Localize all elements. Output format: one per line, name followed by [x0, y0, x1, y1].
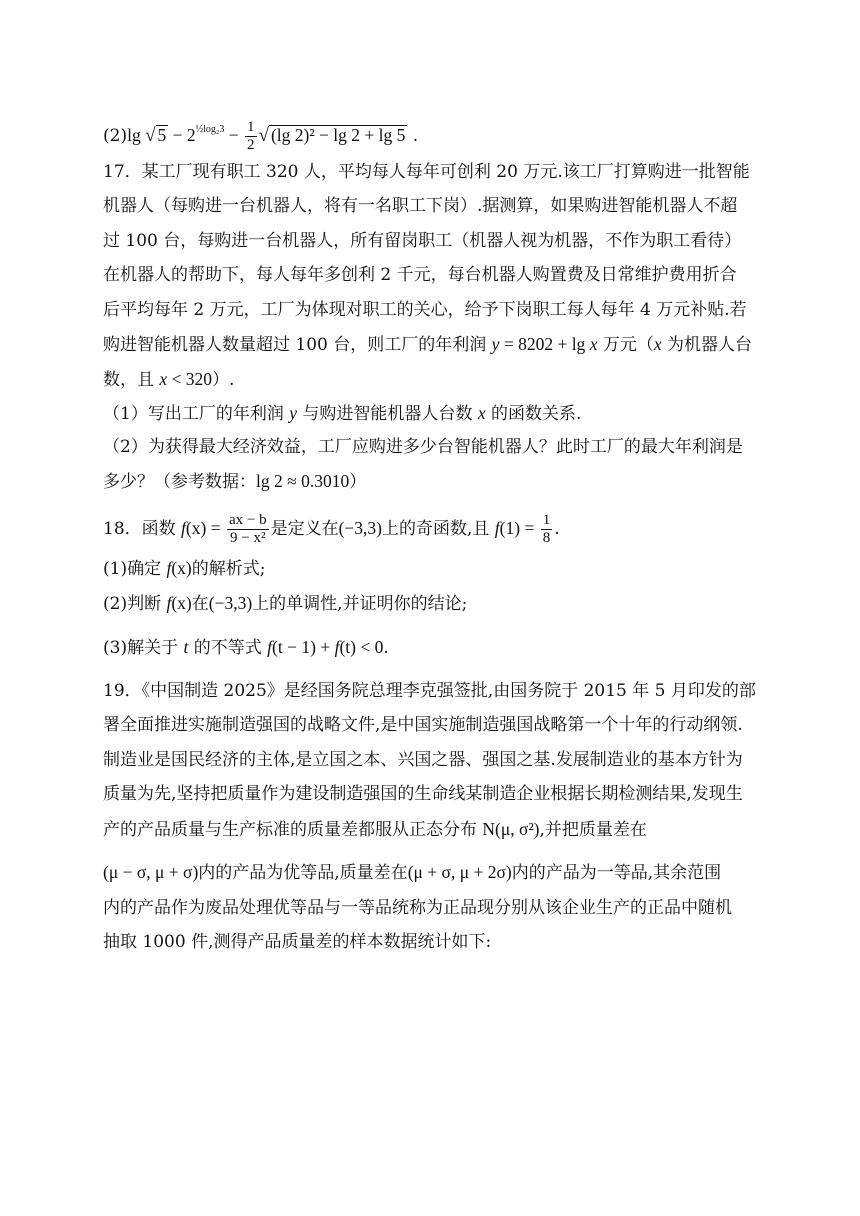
text-run: （2）为获得最大经济效益，工厂应购进多少台智能机器人？此时工厂的最大年利润是 — [103, 437, 743, 457]
text-run: 制造业是国民经济的主体,是立国之本、兴国之器、强国之基.发展制造业的基本方针为 — [103, 750, 743, 770]
text-line — [103, 469, 770, 494]
text-run: (2)判断 — [103, 594, 167, 614]
text-line — [103, 194, 770, 218]
text-run: 17．某工厂现有职工 320 人，平均每人每年可创利 20 万元.该工厂打算购进一批智能 — [103, 162, 750, 182]
text-line — [103, 367, 770, 392]
text-run: 内的产品作为废品处理优等品与一等品统称为正品现分别从该企业生产的正品中随机 — [103, 898, 732, 918]
text-run: 上的单调性,并证明你的结论; — [252, 594, 468, 614]
math-expression: (x) = — [185, 518, 225, 538]
math-expression: f — [334, 637, 340, 657]
text-run: 上的奇函数,且 — [381, 519, 495, 539]
text-run: 与购进智能机器人台数 — [297, 404, 478, 424]
text-run: 的函数关系. — [485, 404, 582, 424]
math-radicand: 5 — [157, 125, 167, 145]
text-run: . — [554, 519, 560, 539]
text-line — [103, 401, 770, 426]
text-line — [103, 896, 770, 920]
math-expression: √ — [258, 125, 269, 146]
text-run: 质量为先,坚持把质量作为建设制造强国的生命线某制造企业根据长期检测结果,发现生 — [103, 784, 743, 804]
text-run: (3)解关于 — [103, 638, 184, 658]
text-run: 后平均每年 2 万元，工厂为体现对职工的关心，给予下岗职工每人每年 4 万元补贴.若 — [103, 300, 747, 320]
math-expression: lg 2 ≈ 0.3010 — [256, 471, 350, 491]
math-expression: N(μ, σ²) — [482, 819, 540, 839]
text-run: 署全面推进实施制造强国的战略文件,是中国实施制造强国战略第一个十年的行动纲领. — [103, 715, 743, 735]
text-line — [103, 229, 770, 253]
math-expression: x — [477, 403, 486, 423]
text-run: 18．函数 — [103, 519, 182, 539]
text-run: 购进智能机器人数量超过 100 台，则工厂的年利润 — [103, 335, 492, 355]
text-run: 内的产品为优等品,质量差在 — [198, 863, 408, 883]
text-line — [103, 332, 770, 357]
math-expression: t — [183, 637, 189, 657]
math-expression: x — [159, 369, 168, 389]
math-radicand: (lg 2)² − lg 2 + lg 5 — [270, 125, 406, 145]
fraction-denominator: 2 — [247, 137, 255, 153]
math-expression: f — [494, 518, 500, 538]
text-run: 为机器人台 — [661, 335, 753, 355]
text-run: 是定义在 — [270, 519, 339, 539]
fraction-numerator: 1 — [247, 119, 255, 135]
text-line — [103, 118, 770, 154]
math-expression: < 320 — [167, 369, 213, 389]
math-expression: = 8202 + lg — [499, 334, 590, 354]
math-expression: (x) — [171, 558, 192, 578]
math-expression: y — [289, 403, 298, 423]
text-line — [103, 713, 770, 737]
text-line — [103, 435, 770, 459]
text-run: 的不等式 — [188, 638, 268, 658]
math-expression: (μ − σ, μ + σ) — [103, 862, 199, 882]
text-run: 产的产品质量与生产标准的质量差都服从正态分布 — [103, 820, 483, 840]
fraction-numerator: 1 — [542, 512, 551, 528]
math-expression: f — [181, 518, 186, 538]
fraction-numerator: ax − b — [228, 512, 267, 528]
fraction-denominator: 8 — [542, 530, 551, 546]
text-run: 的解析式; — [191, 559, 266, 579]
text-run: ）. — [212, 370, 235, 390]
text-run: ） — [349, 472, 367, 492]
text-run: 万元（ — [597, 335, 654, 355]
text-run: (2) — [103, 126, 128, 146]
text-run: . — [407, 126, 419, 146]
text-run: 多少？（参考数据： — [103, 472, 256, 492]
text-line — [103, 930, 770, 954]
text-line — [103, 817, 770, 842]
text-run: 数，且 — [103, 370, 160, 390]
math-expression: √ — [145, 125, 156, 146]
math-expression: f — [166, 558, 172, 578]
text-line — [103, 160, 770, 184]
text-run: 内的产品为一等品,其余范围 — [511, 863, 722, 883]
text-line — [103, 298, 770, 322]
math-expression: (μ + σ, μ + 2σ) — [407, 862, 512, 882]
text-line — [103, 512, 770, 547]
math-expression: (−3,3) — [338, 518, 382, 538]
text-line — [103, 679, 770, 703]
text-run: 过 100 台，每购进一台机器人，所有留岗职工（机器人视为机器，不作为职工看待） — [103, 231, 742, 251]
math-expression: lg — [127, 125, 146, 145]
math-expression: x — [589, 334, 598, 354]
math-expression: − — [224, 125, 244, 145]
math-expression: y — [491, 334, 500, 354]
math-expression: f — [267, 637, 273, 657]
text-run: ,并把质量差在 — [539, 820, 647, 840]
text-line — [103, 782, 770, 806]
text-run: （1）写出工厂的年利润 — [103, 404, 290, 424]
text-run: 在机器人的帮助下，每人每年多创利 2 千元，每台机器人购置费及日常维护费用折合 — [103, 265, 737, 285]
math-fraction — [227, 512, 269, 547]
text-run: (1)确定 — [103, 559, 167, 579]
math-expression: (x) — [171, 593, 192, 613]
math-expression: x — [653, 334, 662, 354]
text-line — [103, 556, 770, 581]
math-superscript: ½log₂3 — [195, 124, 225, 135]
math-expression: (1) = — [499, 518, 539, 538]
text-run: 机器人（每购进一台机器人，将有一名职工下岗）.据测算，如果购进智能机器人不超 — [103, 196, 738, 216]
math-expression: (t − 1) + — [272, 637, 335, 657]
text-line — [103, 860, 770, 885]
text-line — [103, 263, 770, 287]
math-expression: (t) < 0 — [339, 637, 384, 657]
text-run: . — [383, 638, 389, 658]
text-line — [103, 635, 770, 660]
math-expression: f — [166, 593, 172, 613]
text-run: 19．《中国制造 2025》是经国务院总理李克强签批,由国务院于 2015 年 5 月印发的部 — [103, 681, 756, 701]
math-fraction — [245, 119, 257, 154]
math-fraction — [541, 512, 553, 547]
text-line — [103, 748, 770, 772]
fraction-denominator: 9 − x² — [230, 530, 266, 546]
math-expression: (−3,3) — [208, 593, 253, 613]
text-run: 抽取 1000 件,测得产品质量差的样本数据统计如下: — [103, 932, 492, 952]
text-run: 在 — [191, 594, 209, 614]
text-line — [103, 591, 770, 616]
math-expression: − 2 — [168, 125, 196, 145]
